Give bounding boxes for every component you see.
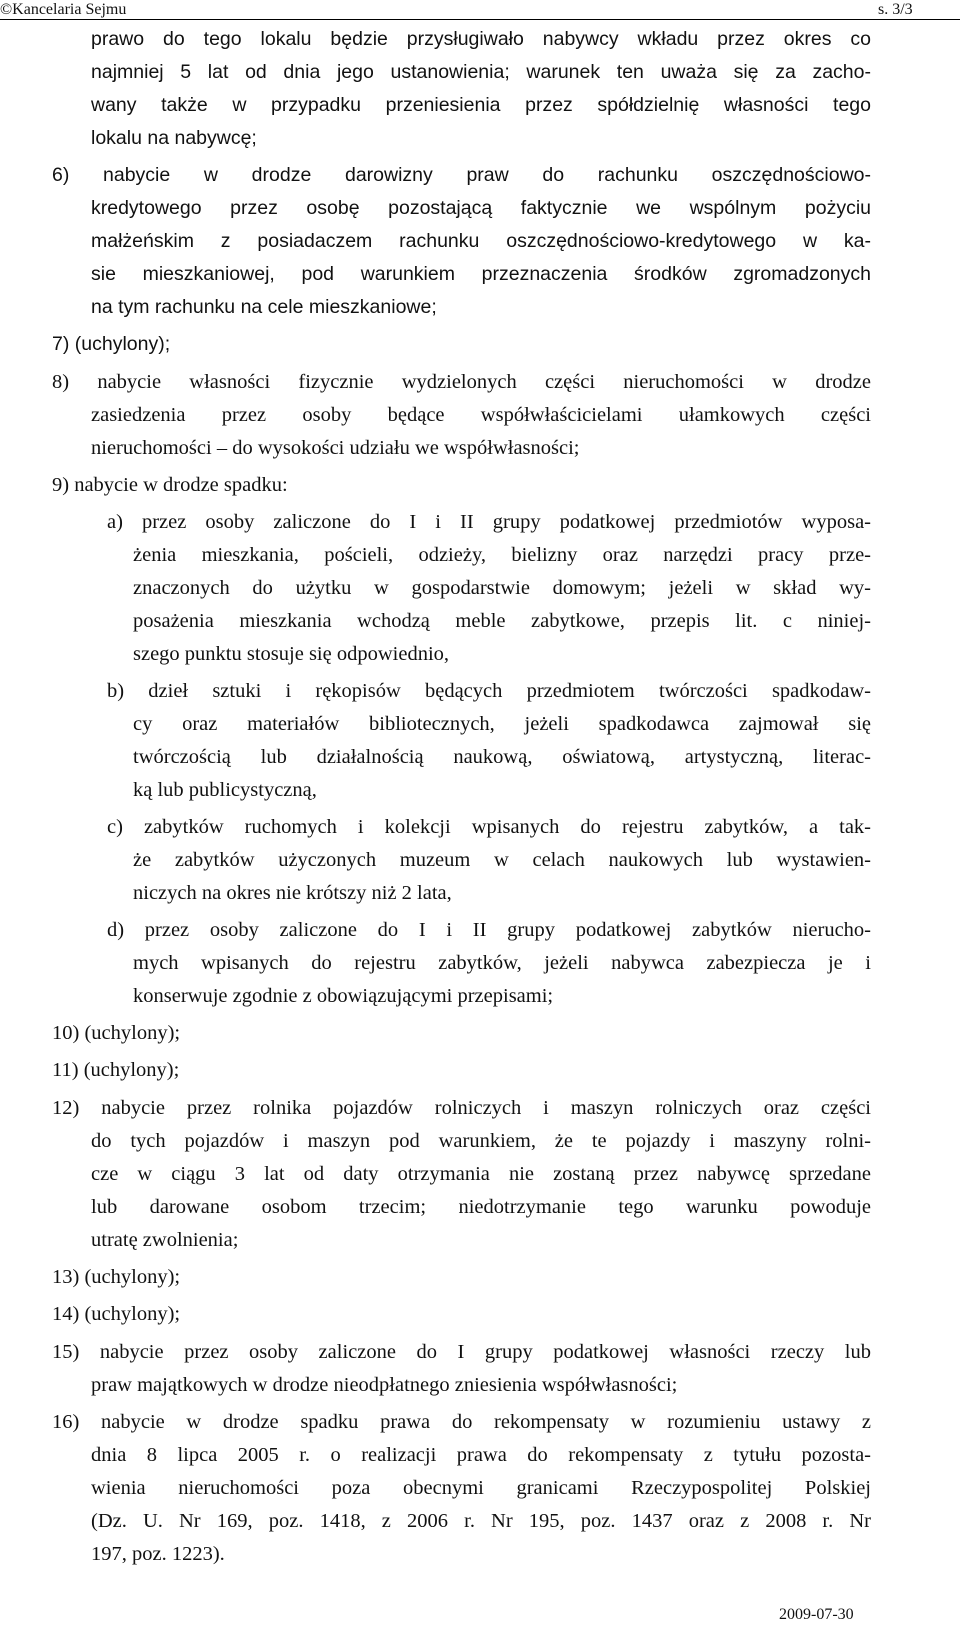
text-line: 16) nabycie w drodze spadku prawa do rekompensaty w rozumieniu ustawy z	[52, 1411, 871, 1433]
text-line: na tym rachunku na cele mieszkaniowe;	[91, 296, 437, 318]
text-line: lub darowane osobom trzecim; niedotrzymanie tego warunku powoduje	[91, 1196, 871, 1218]
text-line: 8) nabycie własności fizycznie wydzielonych części nieruchomości w drodze	[52, 371, 871, 393]
text-line: ką lub publicystyczną,	[133, 779, 317, 801]
footer-date: 2009-07-30	[779, 1606, 854, 1623]
text-line: prawo do tego lokalu będzie przysługiwało nabywcy wkładu przez okres co	[91, 28, 871, 50]
text-line: wany także w przypadku przeniesienia przez spółdzielnię własności tego	[91, 94, 871, 116]
text-line: kredytowego przez osobę pozostającą faktycznie we wspólnym pożyciu	[91, 197, 871, 219]
text-line: 11) (uchylony);	[52, 1059, 180, 1081]
text-line: lokalu na nabywcę;	[91, 127, 257, 149]
text-line: 197, poz. 1223).	[91, 1543, 225, 1565]
text-line: utratę zwolnienia;	[91, 1229, 239, 1251]
text-line: 14) (uchylony);	[52, 1303, 181, 1325]
text-line: b) dzieł sztuki i rękopisów będących przedmiotem twórczości spadkodaw-	[107, 680, 871, 702]
text-line: żenia mieszkania, pościeli, odzieży, bielizny oraz narzędzi pracy prze-	[133, 544, 871, 566]
text-line: nieruchomości – do wysokości udziału we współwłasności;	[91, 437, 580, 459]
text-line: d) przez osoby zaliczone do I i II grupy podatkowej zabytków nierucho-	[107, 919, 871, 941]
header-rule	[0, 19, 960, 20]
text-line: 9) nabycie w drodze spadku:	[52, 474, 288, 496]
text-line: c) zabytków ruchomych i kolekcji wpisanych do rejestru zabytków, a tak-	[107, 816, 871, 838]
text-line: że zabytków użyczonych muzeum w celach naukowych lub wystawien-	[133, 849, 871, 871]
text-line: małżeńskim z posiadaczem rachunku oszczędnościowo-kredytowego w ka-	[91, 230, 871, 252]
text-line: szego punktu stosuje się odpowiednio,	[133, 643, 450, 665]
header-page-number: s. 3/3	[878, 1, 913, 18]
text-line: znaczonych do użytku w gospodarstwie domowym; jeżeli w skład wy-	[133, 577, 871, 599]
text-line: 7) (uchylony);	[52, 333, 171, 355]
text-line: niczych na okres nie krótszy niż 2 lata,	[133, 882, 452, 904]
text-line: cze w ciągu 3 lat od daty otrzymania nie zostaną przez nabywcę sprzedane	[91, 1163, 871, 1185]
text-line: 13) (uchylony);	[52, 1266, 181, 1288]
text-line: twórczością lub działalnością naukową, oświatową, artystyczną, literac-	[133, 746, 871, 768]
text-line: a) przez osoby zaliczone do I i II grupy podatkowej przedmiotów wyposa-	[107, 511, 871, 533]
text-line: 10) (uchylony);	[52, 1022, 181, 1044]
text-line: 15) nabycie przez osoby zaliczone do I grupy podatkowej własności rzeczy lub	[52, 1341, 871, 1363]
text-line: cy oraz materiałów bibliotecznych, jeżeli spadkodawca zajmował się	[133, 713, 871, 735]
text-line: (Dz. U. Nr 169, poz. 1418, z 2006 r. Nr 195, poz. 1437 oraz z 2008 r. Nr	[91, 1510, 871, 1532]
text-line: najmniej 5 lat od dnia jego ustanowienia; warunek ten uważa się za zacho-	[91, 61, 871, 83]
text-line: posażenia mieszkania wchodzą meble zabytkowe, przepis lit. c niniej-	[133, 610, 871, 632]
text-line: wienia nieruchomości poza obecnymi granicami Rzeczypospolitej Polskiej	[91, 1477, 871, 1499]
text-line: praw majątkowych w drodze nieodpłatnego zniesienia współwłasności;	[91, 1374, 678, 1396]
text-line: konserwuje zgodnie z obowiązującymi przepisami;	[133, 985, 554, 1007]
text-line: sie mieszkaniowej, pod warunkiem przeznaczenia środków zgromadzonych	[91, 263, 871, 285]
text-line: 12) nabycie przez rolnika pojazdów rolniczych i maszyn rolniczych oraz części	[52, 1097, 871, 1119]
text-line: 6) nabycie w drodze darowizny praw do rachunku oszczędnościowo-	[52, 164, 871, 186]
text-line: mych wpisanych do rejestru zabytków, jeżeli nabywca zabezpiecza je i	[133, 952, 871, 974]
text-line: dnia 8 lipca 2005 r. o realizacji prawa do rekompensaty z tytułu pozosta-	[91, 1444, 871, 1466]
text-line: do tych pojazdów i maszyn pod warunkiem, że te pojazdy i maszyny rolni-	[91, 1130, 871, 1152]
header-publisher: ©Kancelaria Sejmu	[0, 1, 127, 18]
text-line: zasiedzenia przez osoby będące współwłaścicielami ułamkowych części	[91, 404, 871, 426]
